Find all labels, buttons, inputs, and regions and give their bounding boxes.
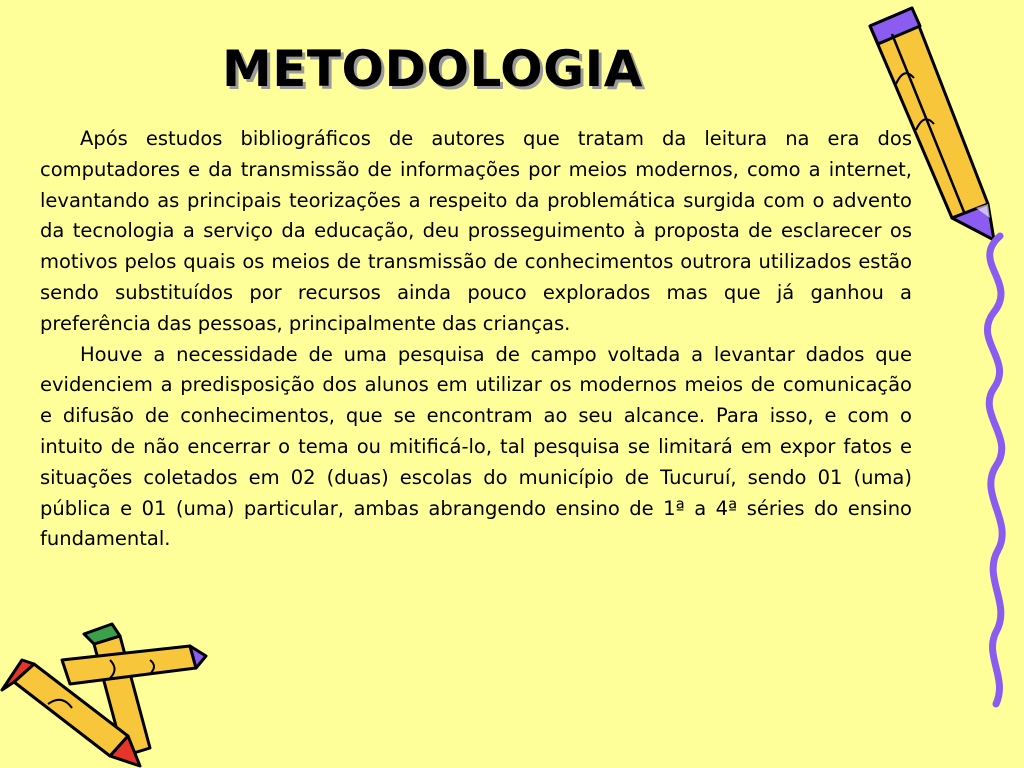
slide-body bbox=[40, 124, 912, 555]
slide-title: METODOLOGIA bbox=[222, 40, 643, 98]
squiggle-line-icon bbox=[960, 232, 1024, 722]
paragraph-2: Houve a necessidade de uma pesquisa de campo voltada a levantar dados que evidenciem a predisposição dos alunos em utilizar os modernos meios de comunicação e difusão de conhecimentos, que se encontram ao seu alcance. Para isso, e com o intuito de não encerrar o tema ou mitificá-lo, tal pesquisa se limitará em expor fatos e situações coletados em 02 (duas) escolas do município de Tucuruí, sendo 01 (uma) pública e 01 (uma) particular, ambas abrangendo ensino de 1ª a 4ª séries do ensino fundamental. bbox=[40, 342, 912, 551]
crayon-bundle-icon bbox=[0, 620, 210, 768]
paragraph-1: Após estudos bibliográficos de autores que tratam da leitura na era dos computadores e da transmissão de informações por meios modernos, como a internet, levantando as principais teorizações a respeito da problemática surgida com o advento da tecnologia a serviço da educação, deu prosseguimento à proposta de esclarecer os motivos pelos quais os meios de transmissão de conhecimentos outrora utilizados estão sendo substituídos por recursos ainda pouco explorados mas que já ganhou a preferência das pessoas, principalmente das crianças. bbox=[40, 127, 912, 335]
pencil-icon bbox=[862, 4, 1002, 244]
